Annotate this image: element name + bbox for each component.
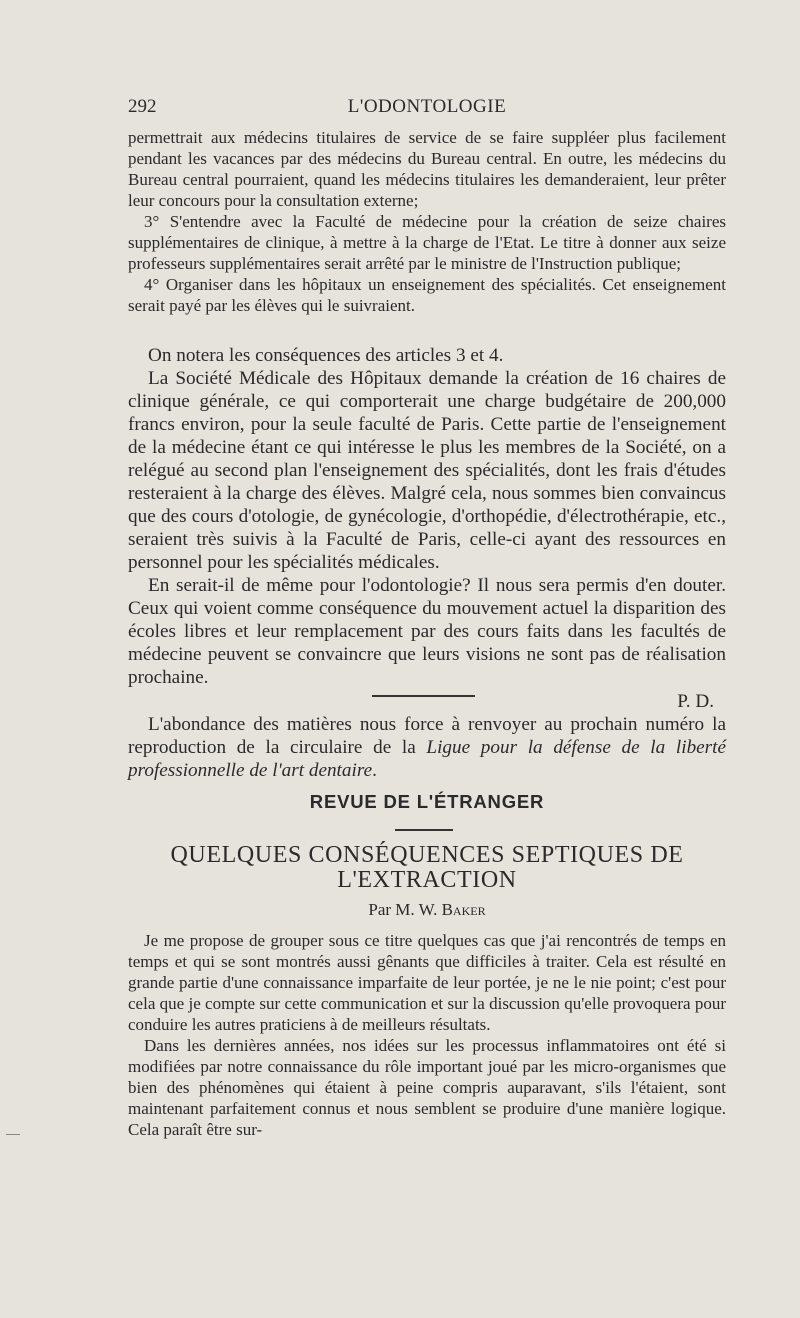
paragraph: 4° Organiser dans les hôpitaux un enseignement des spécialités. Cet enseignement serait payé par les élèves qui le suivraient. — [128, 275, 726, 315]
notice-paragraph — [128, 713, 726, 782]
article-title-line: L'EXTRACTION — [337, 867, 517, 893]
paragraph: La Société Médicale des Hôpitaux demande la création de 16 chaires de clinique générale, ce qui comporterait une charge budgétaire de 200,000 francs environ, pour la seule faculté de Paris. Cette partie de l'enseignement de la médecine étant ce qui intéresse le plus les membres de la Société, on a relégué au second plan l'enseignement des spécialités, dont les frais d'études resteraient à la charge des élèves. Malgré cela, nous sommes bien convaincus que des cours d'otologie, de gynécologie, d'orthopédie, d'électrothérapie, etc., seraient très suivis à la Faculté de Paris, celle-ci ayant des ressources en personnel pour les spécialités médicales. — [128, 368, 726, 573]
paragraph: 3° S'entendre avec la Faculté de médecine pour la création de seize chaires supplémentaires de clinique, à mettre à la charge de l'Etat. Le titre à donner aux seize professeurs supplémentaires serait arrêté par le ministre de l'Instruction publique; — [128, 212, 726, 273]
paragraph: En serait-il de même pour l'odontologie? Il nous sera permis d'en douter. Ceux qui voient comme conséquence du mouvement actuel la disparition des écoles libres et leur remplacement par des cours faits dans les facultés de médecine peuvent se convaincre que leurs visions ne sont pas de réalisation prochaine. — [128, 575, 726, 688]
editorial-notice — [128, 713, 726, 782]
section-heading: REVUE DE L'ÉTRANGER — [309, 791, 545, 812]
notice-end: . — [372, 760, 377, 781]
journal-title: L'ODONTOLOGIE — [347, 96, 507, 117]
article-title-line: QUELQUES CONSÉQUENCES SEPTIQUES DE — [170, 842, 684, 868]
paragraph: On notera les conséquences des articles 3 et 4. — [148, 345, 504, 366]
byline-prefix: Par M. W. — [368, 900, 442, 919]
byline — [128, 900, 726, 920]
paragraph: permettrait aux médecins titulaires de service de se faire suppléer plus facilement pendant les vacances par des médecins du Bureau central. En outre, les médecins du Bureau central pourraient, quand les médecins titulaires les demanderaient, leur prêter leur concours pour la consultation externe; — [128, 128, 726, 210]
article-title — [128, 843, 726, 893]
article-body — [128, 930, 726, 1140]
paragraph: Dans les dernières années, nos idées sur les processus inflammatoires ont été si modifiées par notre connaissance du rôle important joué par les micro-organismes que bien des phénomènes qui étaient à peine compris auparavant, s'ils l'étaient, sont maintenant parfaitement connus et nous semblent se produire d'une manière logique. Cela paraît être sur- — [128, 1036, 726, 1139]
paragraph: Je me propose de grouper sous ce titre quelques cas que j'ai rencontrés de temps en temps et qui se sont montrés aussi gênants que difficiles à traiter. Cela est résulté en grande partie d'une connaissance imparfaite de leur portée, je ne le nie point; c'est pour cela que je compte sur cette communication et sur la discussion qu'elle provoquera pour conduire les autres praticiens à de meilleurs résultats. — [128, 931, 726, 1034]
margin-mark — [6, 1134, 20, 1135]
author-name: Baker — [441, 900, 486, 919]
separator-rule — [372, 695, 475, 697]
notice-italic-title: Ligue pour la défense de la liberté professionnelle de l'art dentaire — [128, 737, 726, 781]
signature: P. D. — [677, 691, 714, 712]
running-head — [128, 96, 726, 120]
notice-text: L'abondance des matières nous force à renvoyer au prochain numéro la reproduction de la circulaire de la — [128, 714, 726, 758]
heading-rule — [395, 829, 453, 831]
page-number: 292 — [128, 96, 157, 117]
continued-text-block — [128, 127, 726, 316]
commentary-block — [128, 344, 726, 713]
